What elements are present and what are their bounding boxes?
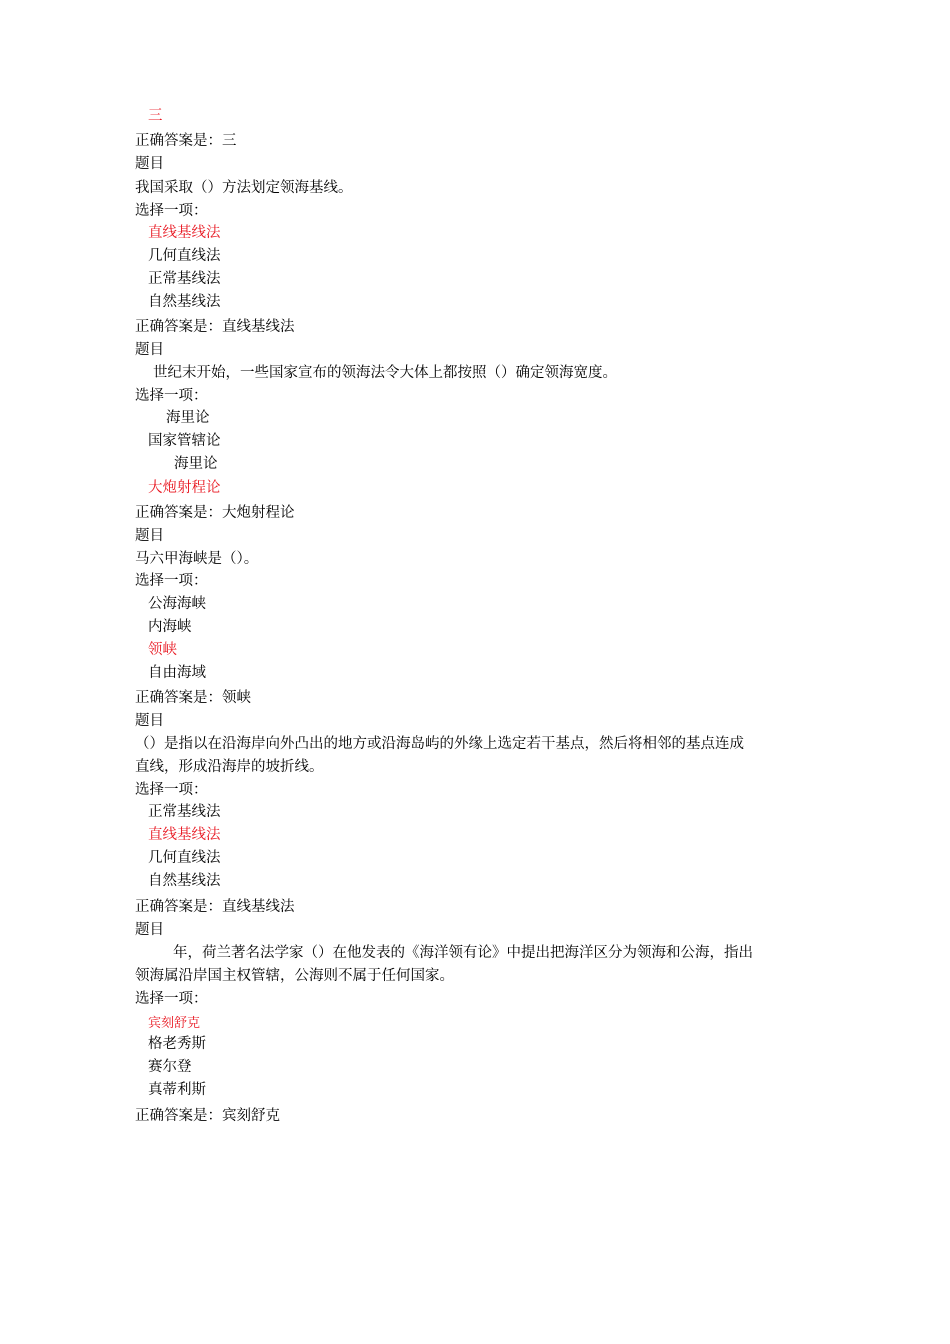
question-heading: 题目 — [135, 713, 164, 729]
option: 几何直线法 — [148, 248, 221, 264]
option: 格老秀斯 — [148, 1036, 206, 1052]
selected-option: 直线基线法 — [148, 827, 221, 843]
option: 赛尔登 — [148, 1059, 192, 1075]
correct-answer: 正确答案是：直线基线法 — [135, 899, 295, 915]
correct-answer: 正确答案是：直线基线法 — [135, 319, 295, 335]
correct-answer: 正确答案是：大炮射程论 — [135, 505, 295, 521]
option: 正常基线法 — [148, 271, 221, 287]
choose-one-label: 选择一项： — [135, 388, 208, 404]
selected-option: 直线基线法 — [148, 225, 221, 241]
choose-one-label: 选择一项： — [135, 203, 208, 219]
option: 海里论 — [166, 410, 210, 426]
question-text: 马六甲海峡是（）。 — [135, 551, 259, 567]
option: 海里论 — [174, 456, 218, 472]
option: 自然基线法 — [148, 873, 221, 889]
correct-answer: 正确答案是：宾刻舒克 — [135, 1108, 280, 1124]
choose-one-label: 选择一项： — [135, 573, 208, 589]
selected-option: 领峡 — [148, 642, 177, 658]
question-text: 年，荷兰著名法学家（）在他发表的《海洋领有论》中提出把海洋区分为领海和公海，指出领海属沿岸国主权管辖，公海则不属于任何国家。 — [135, 945, 753, 984]
question-heading: 题目 — [135, 922, 164, 938]
question-heading: 题目 — [135, 528, 164, 544]
selected-option: 三 — [148, 108, 163, 124]
question-text: （）是指以在沿海岸向外凸出的地方或沿海岛屿的外缘上选定若干基点，然后将相邻的基点连成直线，形成沿海岸的坡折线。 — [135, 736, 744, 775]
question-text: 我国采取（）方法划定领海基线。 — [135, 180, 353, 196]
option: 自由海域 — [148, 665, 206, 681]
option: 公海海峡 — [148, 596, 206, 612]
choose-one-label: 选择一项： — [135, 782, 208, 798]
option: 几何直线法 — [148, 850, 221, 866]
correct-answer: 正确答案是：三 — [135, 133, 237, 149]
choose-one-label: 选择一项： — [135, 991, 208, 1007]
question-text: 世纪末开始，一些国家宣布的领海法令大体上都按照（）确定领海宽度。 — [153, 365, 617, 381]
option: 国家管辖论 — [148, 433, 221, 449]
option: 真蒂利斯 — [148, 1082, 206, 1098]
option: 正常基线法 — [148, 804, 221, 820]
correct-answer: 正确答案是：领峡 — [135, 690, 251, 706]
selected-option: 大炮射程论 — [148, 480, 221, 496]
option: 自然基线法 — [148, 294, 221, 310]
selected-option: 宾刻舒克 — [148, 1016, 201, 1031]
question-heading: 题目 — [135, 342, 164, 358]
question-heading: 题目 — [135, 156, 164, 172]
option: 内海峡 — [148, 619, 192, 635]
